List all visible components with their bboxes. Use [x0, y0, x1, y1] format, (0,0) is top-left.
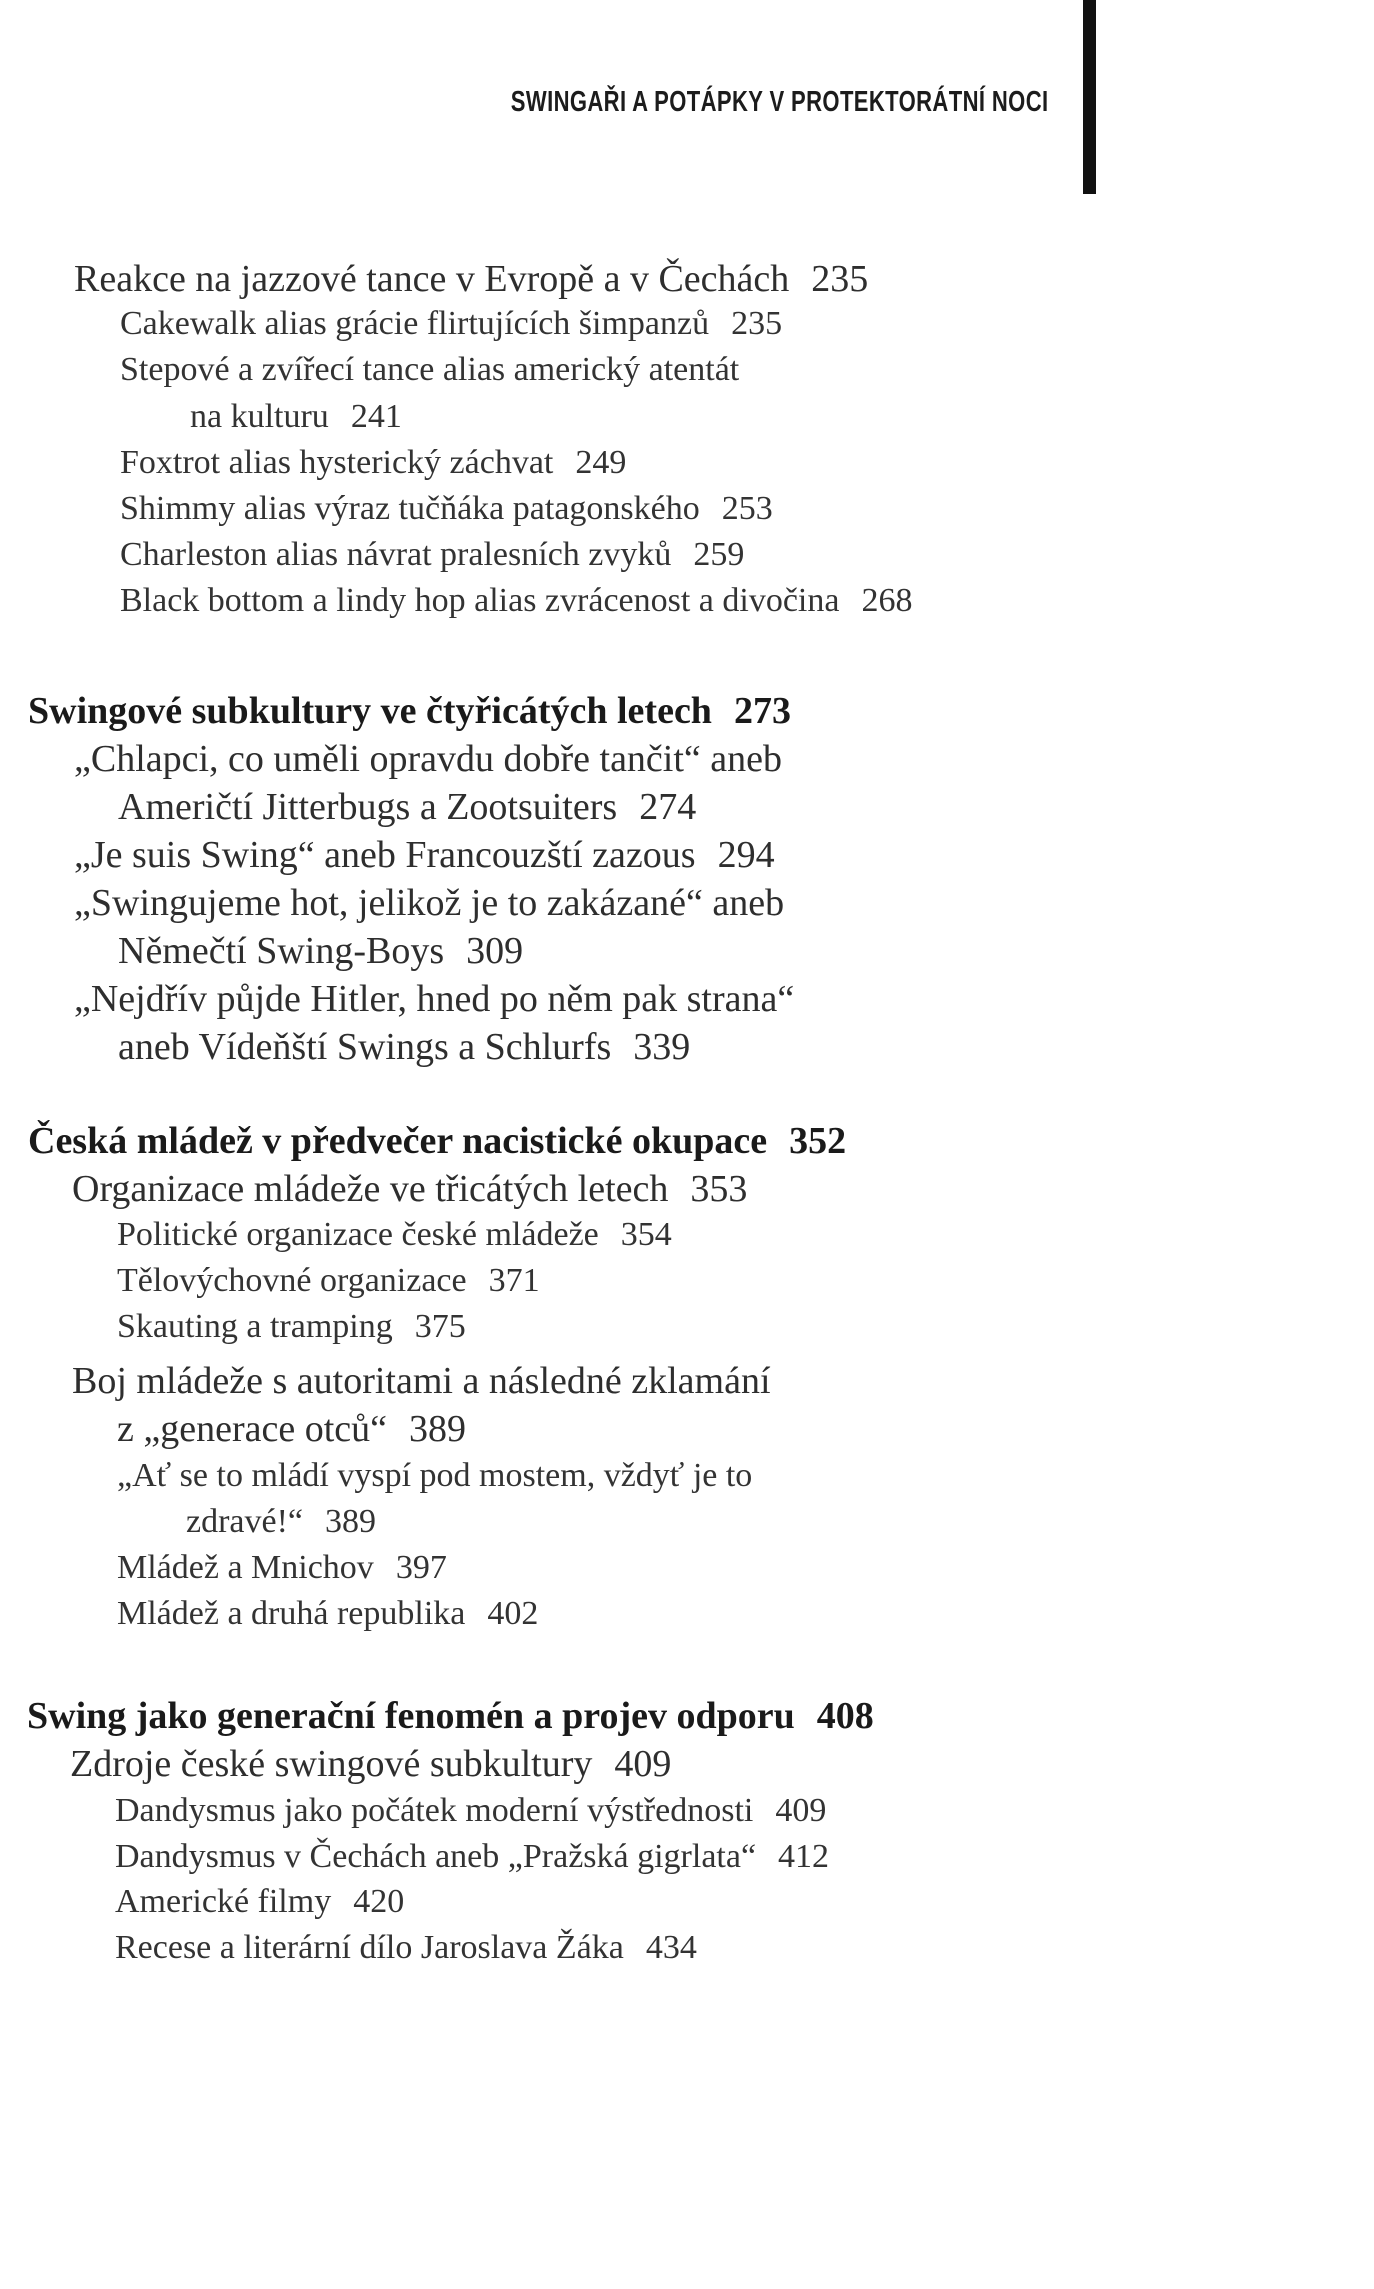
toc-entry [120, 584, 912, 618]
toc-entry-continuation [118, 1028, 690, 1066]
toc-entry-text: Tělovýchovné organizace [117, 1262, 467, 1299]
page-number: 235 [811, 258, 869, 300]
page-number: 354 [620, 1216, 672, 1253]
page-number: 339 [633, 1026, 691, 1068]
toc-entry [120, 492, 773, 526]
page-number: 249 [575, 444, 627, 481]
toc-entry [115, 1840, 829, 1874]
page-number: 309 [466, 930, 524, 972]
page-number: 259 [693, 536, 745, 573]
toc-entry [72, 1170, 747, 1208]
toc-entry [120, 538, 744, 572]
toc-entry [115, 1885, 404, 1919]
page-number: 352 [789, 1120, 847, 1162]
toc-entry-text: aneb Vídeňští Swings a Schlurfs [118, 1026, 612, 1068]
toc-entry-text: „Swingujeme hot, jelikož je to zakázané“ aneb [74, 882, 785, 924]
toc-entry-text: Američtí Jitterbugs a Zootsuiters [118, 786, 618, 828]
page-number: 409 [614, 1743, 672, 1785]
toc-entry-text: „Ať se to mládí vyspí pod mostem, vždyť je to [117, 1457, 753, 1494]
toc-entry-text: Recese a literární dílo Jaroslava Žáka [115, 1929, 624, 1966]
toc-entry-continuation [190, 400, 402, 434]
toc-entry-text: Němečtí Swing-Boys [118, 930, 445, 972]
page-number: 273 [733, 690, 791, 732]
page-number: 253 [721, 490, 773, 527]
running-head: SWINGAŘI A POTÁPKY V PROTEKTORÁTNÍ NOCI [510, 86, 1048, 118]
page-number: 397 [395, 1549, 447, 1586]
toc-entry-text: Politické organizace české mládeže [117, 1216, 599, 1253]
toc-entry [117, 1459, 752, 1493]
toc-entry [74, 740, 782, 778]
toc-entry [74, 884, 784, 922]
toc-chapter-title: Swingové subkultury ve čtyřicátých letech [28, 690, 712, 732]
toc-entry-continuation [118, 932, 523, 970]
toc-entry-text: „Nejdřív půjde Hitler, hned po něm pak strana“ [74, 978, 795, 1020]
toc-entry [117, 1218, 672, 1252]
toc-chapter [28, 1122, 846, 1160]
toc-entry-text: Mládež a Mnichov [117, 1549, 374, 1586]
toc-entry-text: Stepové a zvířecí tance alias americký atentát [120, 351, 740, 388]
toc-entry [115, 1794, 826, 1828]
toc-entry-text: Dandysmus v Čechách aneb „Pražská gigrlata“ [115, 1838, 757, 1875]
toc-chapter-title: Swing jako generační fenomén a projev odporu [27, 1695, 795, 1737]
toc-entry-text: z „generace otců“ [117, 1408, 388, 1450]
toc-entry-continuation [186, 1505, 376, 1539]
toc-entry [72, 1362, 771, 1400]
toc-entry-continuation [118, 788, 696, 826]
toc-entry-text: Zdroje české swingové subkultury [70, 1743, 593, 1785]
toc-entry-text: Skauting a tramping [117, 1308, 393, 1345]
toc-entry [117, 1310, 466, 1344]
toc-entry [74, 980, 794, 1018]
toc-entry [117, 1597, 538, 1631]
toc-entry [120, 446, 626, 480]
toc-entry-text: Cakewalk alias grácie flirtujících šimpanzů [120, 305, 710, 342]
toc-entry-text: Foxtrot alias hysterický záchvat [120, 444, 554, 481]
toc-entry-text: Boj mládeže s autoritami a následné zklamání [72, 1360, 771, 1402]
toc-entry-text: Reakce na jazzové tance v Evropě a v Čechách [74, 258, 790, 300]
toc-entry [74, 836, 775, 874]
page-number: 353 [690, 1168, 748, 1210]
toc-entry [74, 260, 868, 298]
page-number: 235 [731, 305, 783, 342]
toc-entry [70, 1745, 671, 1783]
page-number: 375 [414, 1308, 466, 1345]
toc-entry-text: Americké filmy [115, 1883, 332, 1920]
page-number: 434 [645, 1929, 697, 1966]
page-number: 389 [325, 1503, 377, 1540]
toc-entry-text: Black bottom a lindy hop alias zvrácenost a divočina [120, 582, 840, 619]
page-number: 371 [488, 1262, 540, 1299]
toc-entry-text: Dandysmus jako počátek moderní výstřednosti [115, 1792, 754, 1829]
toc-entry [115, 1931, 697, 1965]
page-number: 408 [816, 1695, 874, 1737]
toc-entry-text: „Je suis Swing“ aneb Francouzští zazous [74, 834, 696, 876]
page-number: 389 [409, 1408, 467, 1450]
toc-entry-continuation [117, 1410, 466, 1448]
toc-entry [120, 307, 782, 341]
toc-entry [117, 1264, 540, 1298]
page-number: 420 [353, 1883, 405, 1920]
toc-entry-text: zdravé!“ [186, 1503, 304, 1540]
toc-entry [120, 353, 739, 387]
toc-chapter-title: Česká mládež v předvečer nacistické okupace [28, 1120, 768, 1162]
page-number: 409 [775, 1792, 827, 1829]
toc-chapter [27, 1697, 874, 1735]
toc-entry-text: „Chlapci, co uměli opravdu dobře tančit“ aneb [74, 738, 783, 780]
toc-entry-text: Charleston alias návrat pralesních zvyků [120, 536, 672, 573]
toc-entry-text: Organizace mládeže ve třicátých letech [72, 1168, 669, 1210]
page-number: 268 [861, 582, 913, 619]
page-number: 294 [717, 834, 775, 876]
toc-entry-text: Shimmy alias výraz tučňáka patagonského [120, 490, 700, 527]
toc-entry-text: Mládež a druhá republika [117, 1595, 466, 1632]
toc-entry-text: na kulturu [190, 398, 329, 435]
page-number: 412 [778, 1838, 830, 1875]
toc-chapter [28, 692, 791, 730]
page-number: 274 [639, 786, 697, 828]
page-number: 241 [350, 398, 402, 435]
toc-entry [117, 1551, 447, 1585]
page-number: 402 [487, 1595, 539, 1632]
